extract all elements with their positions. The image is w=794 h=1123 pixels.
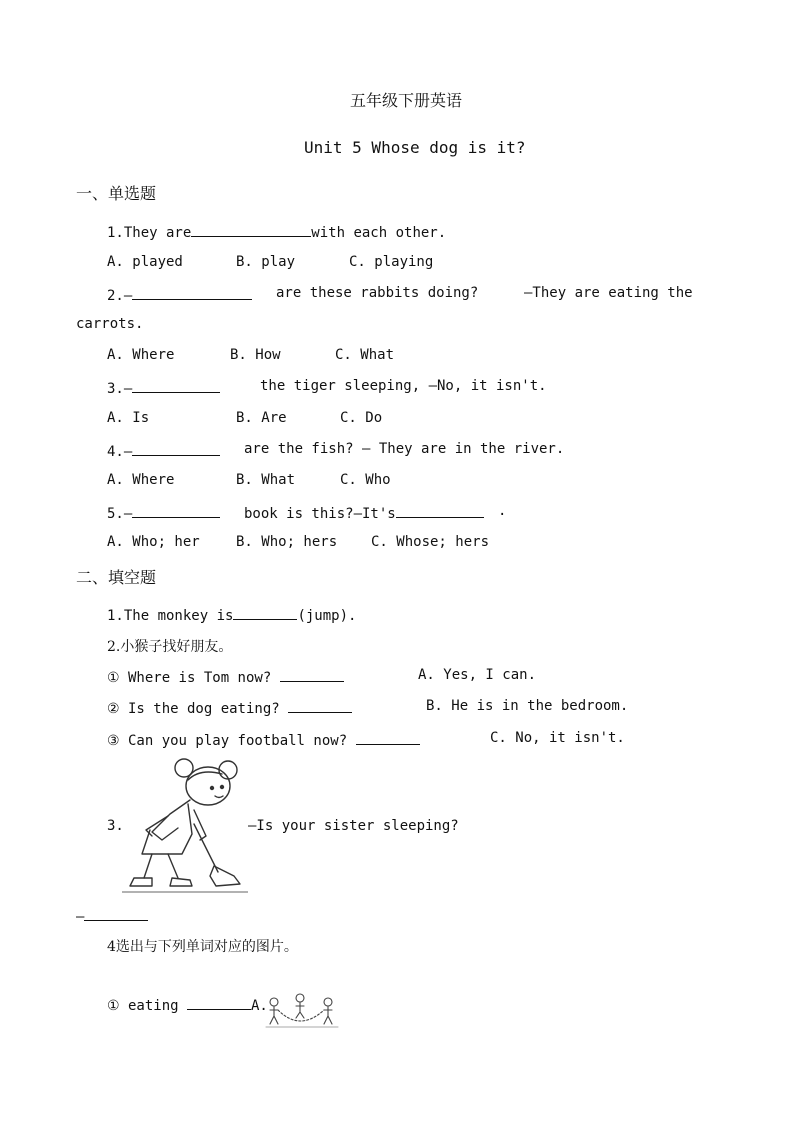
question-text: 1.The monkey is [107, 608, 234, 624]
fill-question-4-item [107, 995, 268, 1014]
question-text [244, 503, 484, 522]
children-jumping-rope-illustration [264, 990, 340, 1030]
option-a[interactable]: A. Where [107, 347, 175, 363]
page-subtitle: Unit 5 Whose dog is it? [304, 138, 526, 157]
fill-question-3-text: —Is your sister sleeping? [248, 818, 459, 834]
dash: — [123, 381, 133, 397]
question-number: 4. [107, 444, 124, 460]
option-b[interactable]: B. Who; hers [236, 534, 338, 550]
fill-question-3-number: 3. [107, 818, 124, 834]
answer-blank[interactable] [187, 995, 251, 1010]
question-text: are the fish? — They are in the river. [244, 441, 565, 457]
question-text: are these rabbits doing? [276, 285, 479, 301]
match-question: ③ Can you play football now? [107, 733, 348, 749]
question-number: 1. [107, 225, 124, 241]
question-5 [107, 503, 220, 522]
fill-question-4-title: 4选出与下列单词对应的图片。 [107, 939, 298, 955]
question-text: They are [123, 225, 192, 241]
match-right-2: B. He is in the bedroom. [426, 698, 629, 714]
question-reply: —They are eating the [524, 285, 693, 301]
option-a[interactable]: A. Is [107, 410, 150, 426]
answer-blank[interactable] [191, 222, 311, 237]
option-b[interactable]: B. What [236, 472, 296, 488]
option-a[interactable]: A. played [107, 254, 183, 270]
option-c[interactable]: C. What [335, 347, 395, 363]
answer-blank[interactable] [233, 605, 297, 620]
question-number: 3. [107, 381, 124, 397]
answer-blank[interactable] [356, 730, 420, 745]
section-heading-single-choice: 一、单选题 [76, 184, 157, 203]
question-text-part: book is this?—It's [244, 506, 396, 522]
match-left-1 [107, 667, 344, 686]
option-label: A. [251, 998, 268, 1014]
question-4 [107, 441, 220, 460]
question-text: (jump). [297, 608, 357, 624]
dash: — [123, 506, 133, 522]
dash: — [123, 288, 133, 304]
option-b[interactable]: B. play [236, 254, 296, 270]
page-title: 五年级下册英语 [350, 91, 463, 110]
answer-blank[interactable] [132, 441, 220, 456]
match-question: ② Is the dog eating? [107, 701, 280, 717]
fill-question-2-title: 2.小猴子找好朋友。 [107, 639, 233, 655]
question-end: . [498, 503, 507, 519]
question-continuation: carrots. [76, 316, 144, 332]
answer-blank[interactable] [132, 285, 252, 300]
question-number: 2. [107, 288, 124, 304]
match-right-1: A. Yes, I can. [418, 667, 537, 683]
option-c[interactable]: C. Who [340, 472, 391, 488]
dash: — [76, 909, 85, 925]
section-heading-fill-in: 二、填空题 [76, 568, 157, 587]
dash: — [123, 444, 133, 460]
option-c[interactable]: C. playing [349, 254, 434, 270]
question-2 [107, 285, 252, 304]
girl-sweeping-illustration [122, 754, 248, 894]
answer-blank[interactable] [280, 667, 344, 682]
answer-blank[interactable] [132, 503, 220, 518]
question-text: with each other. [311, 225, 447, 241]
option-a[interactable]: A. Where [107, 472, 175, 488]
option-c[interactable]: C. Do [340, 410, 383, 426]
answer-blank[interactable] [288, 698, 352, 713]
question-1 [107, 222, 446, 241]
option-b[interactable]: B. How [230, 347, 281, 363]
question-number: 5. [107, 506, 124, 522]
match-right-3: C. No, it isn't. [490, 730, 625, 746]
answer-blank[interactable] [396, 503, 484, 518]
question-3 [107, 378, 220, 397]
option-b[interactable]: B. Are [236, 410, 287, 426]
answer-blank[interactable] [84, 906, 148, 921]
question-text: the tiger sleeping, —No, it isn't. [260, 378, 547, 394]
match-left-2 [107, 698, 352, 717]
option-c[interactable]: C. Whose; hers [371, 534, 490, 550]
fill-question-3-answer [76, 906, 148, 925]
match-word: ① eating [107, 998, 179, 1014]
fill-question-1 [107, 605, 356, 624]
match-left-3 [107, 730, 420, 749]
answer-blank[interactable] [132, 378, 220, 393]
match-question: ① Where is Tom now? [107, 670, 272, 686]
option-a[interactable]: A. Who; her [107, 534, 200, 550]
